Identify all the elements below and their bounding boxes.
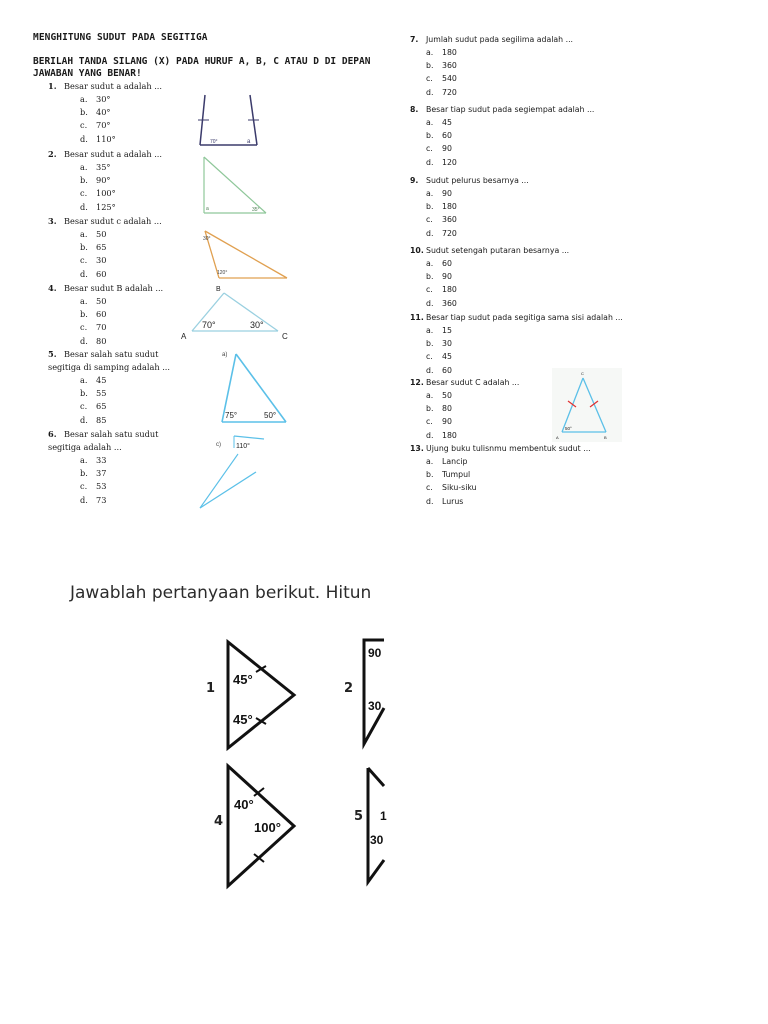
vertex-label-c: C <box>581 371 584 376</box>
question-text: Besar salah satu sudut segitiga adalah ... <box>48 429 159 452</box>
option-c[interactable]: c. 45 <box>426 352 452 362</box>
question-text: Ujung buku tulisnmu membentuk sudut ... <box>426 444 591 453</box>
figure-4-triangle-abc <box>178 283 293 343</box>
question-2 <box>48 148 162 214</box>
option-a[interactable]: a. 60 <box>426 259 452 268</box>
triangle-1-angle-bottom: 45° <box>233 712 253 727</box>
question-number: 1. <box>48 81 57 91</box>
figure-5-triangle <box>214 346 294 426</box>
option-c[interactable]: c. 70 <box>80 322 107 333</box>
option-d[interactable]: d. 73 <box>80 494 107 505</box>
question-number: 3. <box>48 216 57 226</box>
question-number: 4. <box>48 283 57 293</box>
question-text: Jumlah sudut pada segilima adalah ... <box>426 35 574 44</box>
triangle-5-angle-mid: 30 <box>370 833 384 847</box>
figure-3-triangle <box>195 226 290 284</box>
option-d[interactable]: d. 180 <box>426 430 457 440</box>
question-number: 10. <box>410 246 424 255</box>
option-b[interactable]: b. 60 <box>80 309 107 320</box>
question-text: Besar salah satu sudut segitiga di samping adalah ... <box>48 349 171 372</box>
option-a[interactable]: a. Lancip <box>426 457 468 466</box>
question-5 <box>48 348 188 427</box>
question-text: Besar sudut a adalah ... <box>64 81 163 91</box>
option-d[interactable]: d. 80 <box>80 335 107 346</box>
question-1 <box>48 80 162 146</box>
question-number: 9. <box>410 176 419 185</box>
question-text: Sudut pelurus besarnya ... <box>426 176 529 185</box>
figure-4-angle-a: 70° <box>202 320 216 330</box>
figure-number-5: 5 <box>354 809 364 824</box>
figure-number-4: 4 <box>214 814 224 829</box>
option-d[interactable]: d. 720 <box>426 228 457 238</box>
figure-3-top-angle: 30° <box>203 236 211 242</box>
option-a[interactable]: a. 90 <box>426 189 452 198</box>
question-text: Besar sudut B adalah ... <box>64 283 164 293</box>
vertex-label-b: B <box>216 286 221 293</box>
option-d[interactable]: d. 720 <box>426 87 457 97</box>
triangle-1-angle-top: 45° <box>233 672 253 687</box>
figure-12-angle: 50° <box>565 426 572 431</box>
question-8 <box>410 103 594 169</box>
option-c[interactable]: c. 100° <box>80 188 116 199</box>
option-a[interactable]: a. 45 <box>80 375 107 385</box>
option-b[interactable]: b. 40° <box>80 107 111 118</box>
embedded-image-title: Jawablah pertanyaan berikut. Hitun <box>70 583 372 603</box>
question-number: 2. <box>48 149 57 159</box>
question-text: Besar tiap sudut pada segitiga sama sisi adalah ... <box>426 313 623 322</box>
option-d[interactable]: d. 60 <box>426 365 452 375</box>
question-10 <box>410 244 569 310</box>
figure-number-1: 1 <box>206 681 216 696</box>
vertex-label-a: A <box>556 435 559 440</box>
option-c[interactable]: c. 53 <box>80 481 107 492</box>
question-number: 5. <box>48 349 57 359</box>
figure-1-isosceles-triangle <box>195 90 265 150</box>
question-number: 8. <box>410 105 419 114</box>
sheet-title: MENGHITUNG SUDUT PADA SEGITIGA <box>33 32 208 43</box>
question-text: Besar tiap sudut pada segiempat adalah ... <box>426 105 595 114</box>
figure-number-2: 2 <box>344 681 354 696</box>
figure-2-angle: 35° <box>252 207 260 213</box>
question-text: Besar sudut c adalah ... <box>64 216 162 226</box>
triangle-5-angle-top: 1 <box>380 809 387 823</box>
option-a[interactable]: a. 33 <box>80 455 107 465</box>
option-c[interactable]: c. Siku-siku <box>426 483 477 493</box>
option-a[interactable]: a. 50 <box>80 229 107 239</box>
option-b[interactable]: b. 80 <box>426 404 452 414</box>
option-d[interactable]: d. Lurus <box>426 496 464 506</box>
figure-3-left-angle: 120° <box>217 270 228 276</box>
question-number: 12. <box>410 378 424 387</box>
question-number: 11. <box>410 313 424 322</box>
option-d[interactable]: d. 125° <box>80 201 116 212</box>
option-a[interactable]: a. 15 <box>426 326 452 335</box>
question-12 <box>410 376 519 442</box>
question-6 <box>48 428 188 507</box>
option-a[interactable]: a. 45 <box>426 118 452 127</box>
option-b[interactable]: b. 90° <box>80 175 111 186</box>
figure-6-triangle <box>198 430 268 512</box>
option-c[interactable]: c. 65 <box>80 401 107 412</box>
option-c[interactable]: c. 180 <box>426 285 457 295</box>
figure-5-label: a) <box>222 352 228 358</box>
option-b[interactable]: b. 180 <box>426 202 457 212</box>
option-b[interactable]: b. 360 <box>426 61 457 71</box>
option-b[interactable]: b. 37 <box>80 468 107 479</box>
figure-5-angle-left: 75° <box>225 411 238 420</box>
option-a[interactable]: a. 50 <box>426 391 452 400</box>
option-d[interactable]: d. 120 <box>426 157 457 167</box>
option-b[interactable]: b. Tumpul <box>426 470 471 480</box>
option-a[interactable]: a. 180 <box>426 48 457 57</box>
option-c[interactable]: c. 360 <box>426 215 457 225</box>
option-a[interactable]: a. 50 <box>80 296 107 306</box>
option-b[interactable]: b. 65 <box>80 242 107 253</box>
figure-5-angle-right: 50° <box>264 411 277 420</box>
option-d[interactable]: d. 110° <box>80 133 116 144</box>
triangle-2-angle-top: 90 <box>368 646 382 660</box>
option-c[interactable]: c. 90 <box>426 144 452 154</box>
question-number: 7. <box>410 35 419 44</box>
figure-1-angle: 70° <box>210 139 218 145</box>
figure-6-angle: 110° <box>236 443 250 450</box>
question-text: Besar sudut C adalah ... <box>426 378 520 387</box>
option-a[interactable]: a. 30° <box>80 94 111 104</box>
triangle-4-angle-right: 100° <box>254 820 281 835</box>
figure-6-label: c) <box>216 442 221 448</box>
option-a[interactable]: a. 35° <box>80 162 111 172</box>
question-13 <box>410 442 591 508</box>
option-d[interactable]: d. 85 <box>80 414 107 425</box>
question-number: 13. <box>410 444 424 453</box>
option-c[interactable]: c. 90 <box>426 417 452 427</box>
option-c[interactable]: c. 70° <box>80 120 111 131</box>
question-7 <box>410 33 573 99</box>
question-number: 6. <box>48 429 57 439</box>
option-b[interactable]: b. 55 <box>80 388 107 399</box>
svg-text:a: a <box>206 206 209 212</box>
question-3 <box>48 215 162 281</box>
vertex-label-b: B <box>604 435 607 440</box>
embedded-triangles-figure <box>58 620 387 912</box>
option-b[interactable]: b. 60 <box>426 131 452 141</box>
svg-text:a: a <box>247 139 251 145</box>
question-9 <box>410 174 529 240</box>
figure-4-angle-c: 30° <box>250 320 264 330</box>
question-11 <box>410 311 623 377</box>
option-c[interactable]: c. 540 <box>426 74 457 84</box>
option-b[interactable]: b. 90 <box>426 272 452 282</box>
vertex-label-c: C <box>282 332 288 341</box>
option-b[interactable]: b. 30 <box>426 339 452 349</box>
figure-12-isosceles-triangle <box>552 368 622 442</box>
triangle-2-angle-mid: 30 <box>368 699 382 713</box>
figure-2-right-triangle <box>200 155 270 217</box>
question-4 <box>48 282 163 348</box>
question-text: Sudut setengah putaran besarnya ... <box>426 246 570 255</box>
question-text: Besar sudut a adalah ... <box>64 149 163 159</box>
instruction-text: BERILAH TANDA SILANG (X) PADA HURUF A, B, C ATAU D DI DEPAN JAWABAN YANG BENAR! <box>33 56 371 79</box>
option-d[interactable]: d. 60 <box>80 268 107 279</box>
option-d[interactable]: d. 360 <box>426 298 457 308</box>
triangle-4-angle-top: 40° <box>234 797 254 812</box>
vertex-label-a: A <box>181 332 187 341</box>
option-c[interactable]: c. 30 <box>80 255 107 266</box>
